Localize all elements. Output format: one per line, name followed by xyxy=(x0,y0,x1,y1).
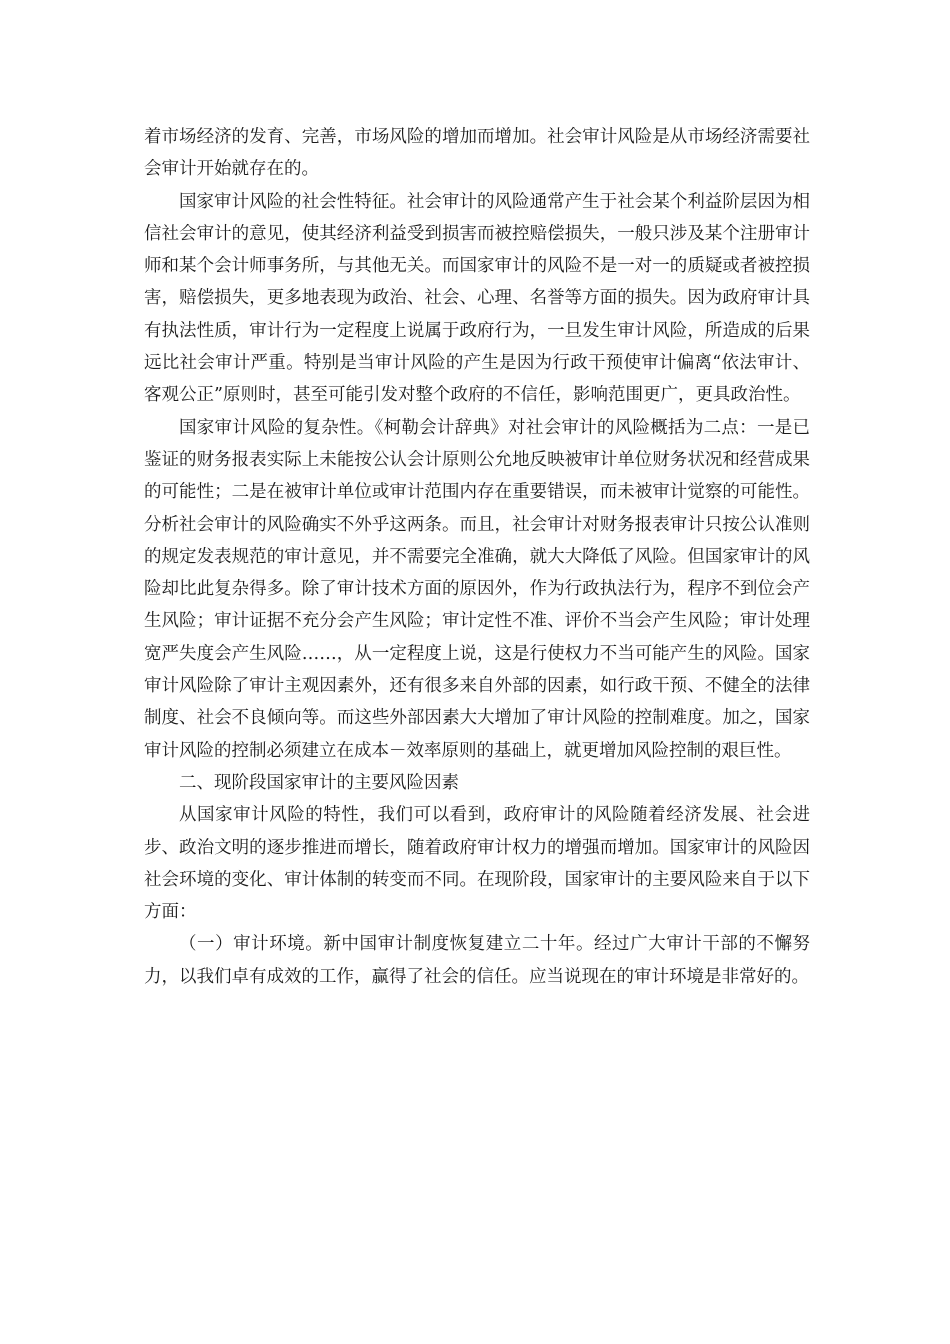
paragraph-risk-factors-intro: 从国家审计风险的特性，我们可以看到，政府审计的风险随着经济发展、社会进步、政治文明的逐步推进而增长，随着政府审计权力的增强而增加。国家审计的风险因社会环境的变化、审计体制的转变而不同。在现阶段，国家审计的主要风险来自于以下方面： xyxy=(144,805,810,923)
paragraph-social-characteristic: 国家审计风险的社会性特征。社会审计的风险通常产生于社会某个利益阶层因为相信社会审计的意见，使其经济利益受到损害而被控赔偿损失，一般只涉及某个注册审计师和某个会计师事务所，与其他无关。而国家审计的风险不是一对一的质疑或者被控损害，赔偿损失，更多地表现为政治、社会、心理、名誉等方面的损失。因为政府审计具有执法性质，审计行为一定程度上说属于政府行为，一旦发生审计风险，所造成的后果远比社会审计严重。特别是当审计风险的产生是因为行政干预使审计偏离“依法审计、客观公正”原则时，甚至可能引发对整个政府的不信任，影响范围更广，更具政治性。 xyxy=(144,191,810,406)
section-heading: 二、现阶段国家审计的主要风险因素 xyxy=(179,772,459,793)
paragraph-audit-environment: （一）审计环境。新中国审计制度恢复建立二十年。经过广大审计干部的不懈努力，以我们卓有成效的工作，赢得了社会的信任。应当说现在的审计环境是非常好的。 xyxy=(144,934,810,987)
paragraph-continuation: 着市场经济的发育、完善，市场风险的增加而增加。社会审计风险是从市场经济需要社会审计开始就存在的。 xyxy=(144,127,810,180)
document-page xyxy=(144,121,810,993)
paragraph-complexity: 国家审计风险的复杂性。《柯勒会计辞典》对社会审计的风险概括为二点：一是已鉴证的财务报表实际上未能按公认会计原则公允地反映被审计单位财务状况和经营成果的可能性；二是在被审计单位或审计范围内存在重要错误，而未被审计觉察的可能性。分析社会审计的风险确实不外乎这两条。而且，社会审计对财务报表审计只按公认准则的规定发表规范的审计意见，并不需要完全准确，就大大降低了风险。但国家审计的风险却比此复杂得多。除了审计技术方面的原因外，作为行政执法行为，程序不到位会产生风险；审计证据不充分会产生风险；审计定性不准、评价不当会产生风险；审计处理宽严失度会产生风险……，从一定程度上说，这是行使权力不当可能产生的风险。国家审计风险除了审计主观因素外，还有很多来自外部的因素，如行政干预、不健全的法律制度、社会不良倾向等。而这些外部因素大大增加了审计风险的控制难度。加之，国家审计风险的控制必须建立在成本－效率原则的基础上，就更增加风险控制的艰巨性。 xyxy=(144,417,810,761)
